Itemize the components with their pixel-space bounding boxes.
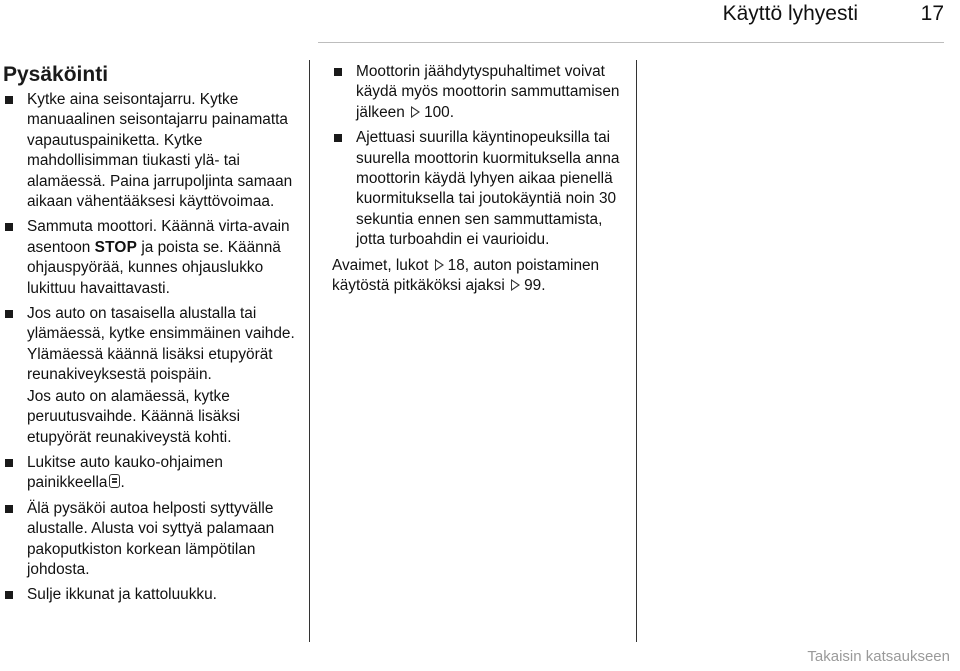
page-reference-link[interactable]: 18, auton poistaminen käytöstä pitkäköksi ajaksi [332,256,600,295]
list-item-text: Sulje ikkunat ja kattoluukku. [27,586,217,604]
list-item-text: Jos auto on tasaisella alustalla tai ylämäessä, kytke ensimmäinen vaihde. Ylämäessä käännä lisäksi etupyörät reunakiveyksestä poispäin. [27,305,295,384]
bullet-icon [5,310,13,318]
list-item-text: Ajettuasi suurilla käyntinopeuksilla tai suurella moottorin kuormituksella anna moottorin käydä lyhyen aikaa pienellä kuormituksella tai joutokäyntiä noin 30 sekuntia ennen sen sammuttamista, jotta turboahdin ei vaurioidu. [356,129,620,249]
bullet-icon [334,134,342,142]
list-item [3,453,303,494]
page-reference-link[interactable]: 99. [524,277,546,295]
bullet-icon [5,223,13,231]
bullet-icon [5,96,13,104]
paragraph [332,256,628,297]
column-middle [332,62,628,301]
list-item-continuation: Jos auto on alamäessä, kytke peruutusvaihde. Käännä lisäksi etupyörät reunakiveystä kohti. [27,387,241,446]
list-item [3,217,303,299]
bullet-icon [5,459,13,467]
page-reference-link[interactable]: 100. [424,103,455,121]
list-item-text: . [120,474,125,492]
stop-keyword: STOP [94,238,138,256]
list-item [332,62,628,123]
bullet-icon [5,505,13,513]
bullet-icon [334,68,342,76]
page-reference-arrow-icon [435,259,444,271]
page-reference-arrow-icon [511,279,520,291]
list-item-text: Sammuta moottori. Käännä virta-avain asentoon [27,218,290,256]
paragraph-text: Avaimet, lukot [332,256,429,274]
list-item [332,128,628,250]
column-divider-1 [309,60,310,642]
list-item-text: ja poista se. Käännä ohjauspyörää, kunnes ohjauslukko lukittuu havaittavasti. [27,238,281,297]
list-item [3,499,303,581]
list-item-text: Kytke aina seisontajarru. Kytke manuaalinen seisontajarru painamatta vapautuspainiketta. Kytke mahdollisimman tiukasti ylä- tai alamäessä. Paina jarrupoljinta samaan aikaan vähentääksesi käyttövoimaa. [27,91,293,211]
header-rule [318,42,944,43]
list-item-text: Moottorin jäähdytyspuhaltimet voivat käydä myös moottorin sammuttamisen jälkeen [356,63,620,121]
section-heading: Pysäköinti [3,63,109,86]
page-number: 17 [920,2,944,25]
page-reference-arrow-icon [411,106,420,118]
bullet-icon [5,591,13,599]
column-divider-2 [636,60,637,642]
column-left [3,62,303,611]
remote-lock-button-icon [109,474,120,488]
list-item [3,90,303,212]
list-item [3,585,303,605]
back-to-overview-link[interactable]: Takaisin katsaukseen [807,648,950,665]
list-item-text: Älä pysäköi autoa helposti syttyvälle alustalle. Alusta voi syttyä palamaan pakoputkiston korkean lämpötilan johdosta. [27,499,275,578]
list-item-text: Lukitse auto kauko-ohjaimen painikkeella [27,453,223,492]
header-title: Käyttö lyhyesti [722,2,858,25]
list-item [3,304,303,386]
